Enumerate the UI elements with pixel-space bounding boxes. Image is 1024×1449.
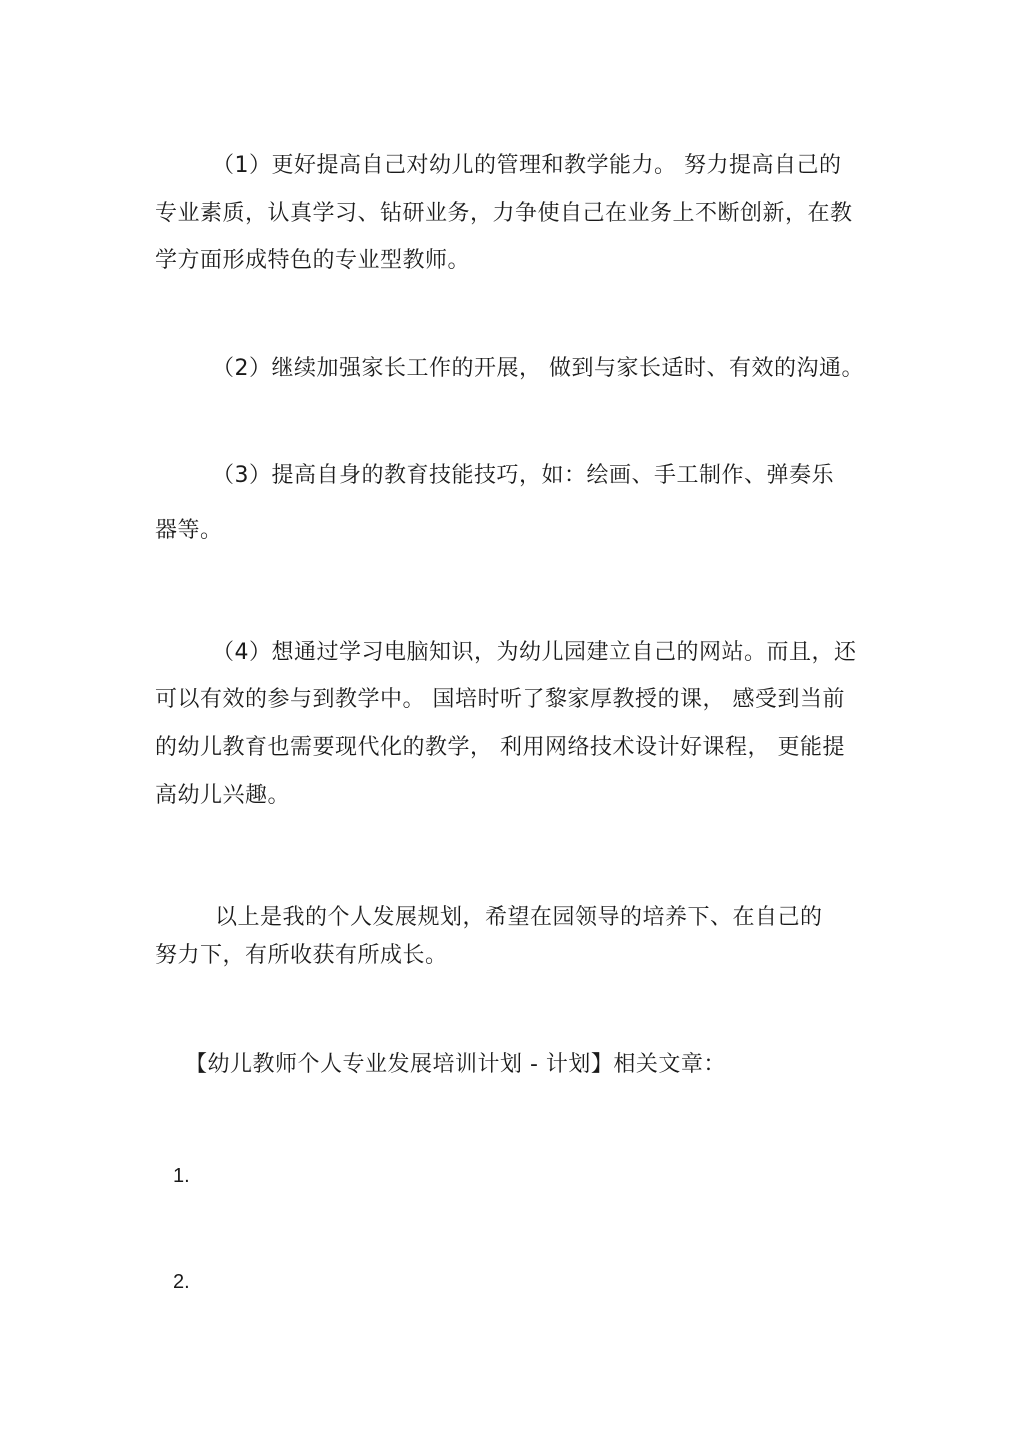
paragraph-3-line-1: （3）提高自身的教育技能技巧，如：绘画、手工制作、弹奏乐 bbox=[212, 463, 834, 488]
paragraph-5-line-2: 努力下，有所收获有所成长。 bbox=[155, 943, 448, 968]
paragraph-4-line-4: 高幼儿兴趣。 bbox=[155, 783, 291, 808]
paragraph-4-line-3: 的幼儿教育也需要现代化的教学， 利用网络技术设计好课程， 更能提 bbox=[155, 735, 845, 760]
paragraph-1-line-1: （1）更好提高自己对幼儿的管理和教学能力。 努力提高自己的 bbox=[212, 153, 842, 178]
related-item-2[interactable]: 2. bbox=[173, 1271, 190, 1293]
paragraph-2-line-1: （2）继续加强家长工作的开展， 做到与家长适时、有效的沟通。 bbox=[212, 356, 864, 381]
paragraph-1-line-2: 专业素质，认真学习、钻研业务，力争使自己在业务上不断创新，在教 bbox=[155, 201, 853, 226]
paragraph-3-line-2: 器等。 bbox=[155, 518, 223, 543]
paragraph-1-line-3: 学方面形成特色的专业型教师。 bbox=[155, 248, 471, 273]
paragraph-4-line-2: 可以有效的参与到教学中。 国培时听了黎家厚教授的课， 感受到当前 bbox=[155, 687, 845, 712]
related-articles-heading: 【幼儿教师个人专业发展培训计划 - 计划】相关文章： bbox=[185, 1052, 726, 1077]
paragraph-4-line-1: （4）想通过学习电脑知识，为幼儿园建立自己的网站。而且，还 bbox=[212, 640, 857, 665]
related-item-1[interactable]: 1. bbox=[173, 1165, 190, 1187]
paragraph-5-line-1: 以上是我的个人发展规划，希望在园领导的培养下、在自己的 bbox=[215, 905, 823, 930]
